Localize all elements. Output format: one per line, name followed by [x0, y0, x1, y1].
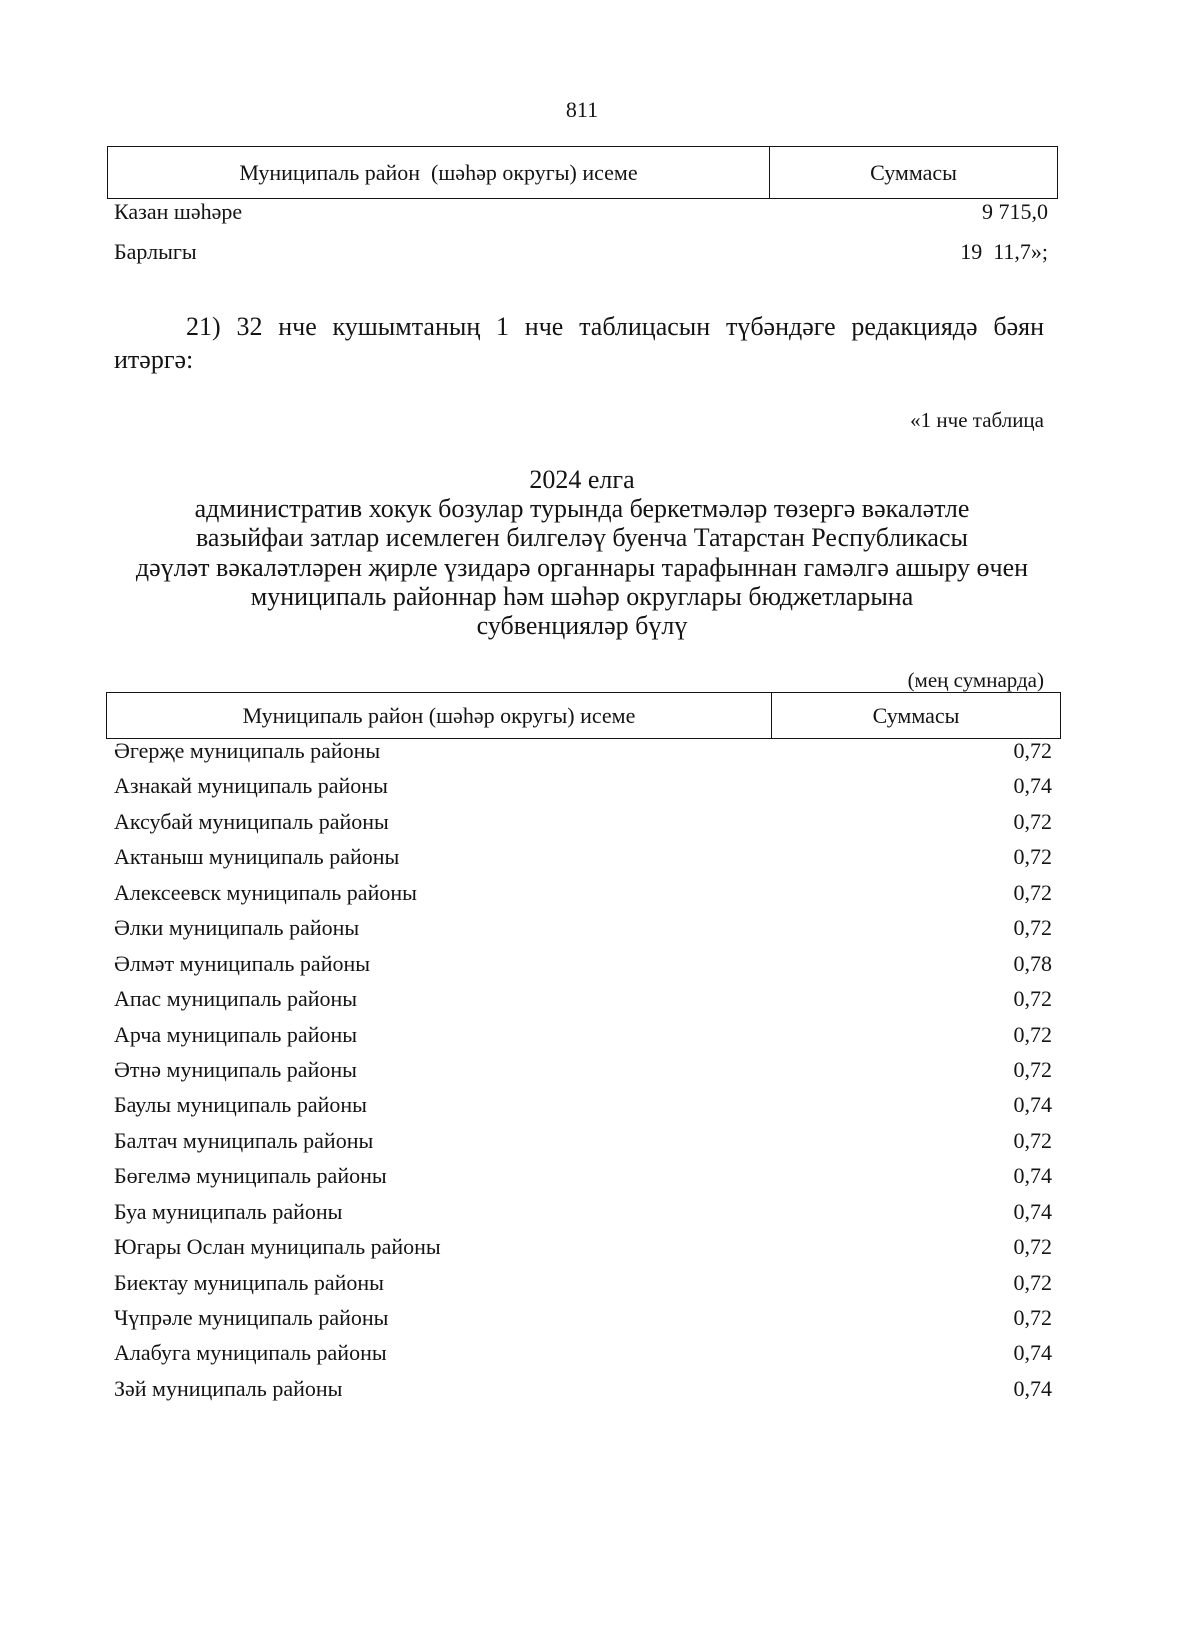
- district-amount: 0,72: [1013, 738, 1052, 763]
- table-row: [114, 1265, 1052, 1300]
- table-row: [114, 1371, 1052, 1406]
- district-name: Чүпрәле муниципаль районы: [114, 1305, 389, 1330]
- district-name: Казан шәһәре: [114, 199, 243, 224]
- district-amount: 0,72: [1013, 1127, 1052, 1153]
- paragraph-line-1: 21) 32 нче кушымтаның 1 нче таблицасын түбәндәге редакциядә бәян: [186, 312, 1044, 341]
- table-row: [114, 981, 1052, 1016]
- table-title: [0, 465, 1164, 640]
- table-row: [114, 804, 1052, 839]
- district-name: Буа муниципаль районы: [114, 1198, 343, 1224]
- table-row: [114, 768, 1052, 803]
- paragraph-line-2: итәргә:: [114, 345, 194, 374]
- table1-row: [114, 198, 1048, 226]
- district-amount: 0,72: [1013, 879, 1052, 905]
- district-amount: 0,72: [1013, 1021, 1052, 1047]
- table-label: «1 нче таблица: [910, 408, 1044, 432]
- district-name: Биектау муниципаль районы: [114, 1269, 384, 1295]
- district-amount: 0,72: [1013, 808, 1052, 834]
- district-amount: 0,74: [1013, 1092, 1052, 1118]
- district-name: Әлки муниципаль районы: [114, 915, 360, 941]
- table-row: [114, 1194, 1052, 1229]
- table2-body: [114, 733, 1052, 1406]
- district-name: Балтач муниципаль районы: [114, 1127, 374, 1153]
- table-row: [114, 733, 1052, 768]
- district-name: Бөгелмә муниципаль районы: [114, 1163, 387, 1189]
- title-line: муниципаль районнар һәм шәһәр округлары бюджетларына: [250, 581, 914, 611]
- district-name: Әгерҗе муниципаль районы: [114, 738, 381, 763]
- district-amount: 0,74: [1013, 1375, 1052, 1401]
- district-amount: 0,72: [1013, 915, 1052, 941]
- total-amount: 19 11,7»;: [960, 239, 1048, 264]
- table1-header-amount: Суммасы: [870, 159, 957, 185]
- district-name: Баулы муниципаль районы: [114, 1092, 367, 1118]
- table2-header-name: Муниципаль район (шәһәр округы) исеме: [107, 693, 772, 738]
- units-note: (мең сумнарда): [907, 668, 1044, 692]
- title-line: вазыйфаи затлар исемлеген билгеләү буенча Татарстан Республикасы: [196, 523, 968, 553]
- table2-header: [106, 692, 1061, 739]
- district-name: Зәй муниципаль районы: [114, 1375, 343, 1401]
- district-amount: 0,74: [1013, 1198, 1052, 1224]
- district-amount: 0,72: [1013, 844, 1052, 870]
- district-name: Аксубай муниципаль районы: [114, 808, 389, 834]
- district-name: Алабуга муниципаль районы: [114, 1340, 387, 1366]
- page-number: 811: [565, 97, 599, 122]
- table-row: [114, 1123, 1052, 1158]
- table-row: [114, 839, 1052, 874]
- district-name: Әтнә муниципаль районы: [114, 1056, 357, 1082]
- district-amount: 0,72: [1013, 986, 1052, 1012]
- table2-header-amount: Суммасы: [872, 702, 960, 728]
- district-name: Апас муниципаль районы: [114, 986, 358, 1012]
- district-amount: 0,72: [1013, 1305, 1052, 1330]
- district-name: Әлмәт муниципаль районы: [114, 950, 371, 976]
- total-label: Барлыгы: [114, 239, 197, 264]
- district-amount: 0,74: [1013, 1340, 1052, 1366]
- title-line: дәүләт вәкаләтләрен җирле үзидарә органнары тарафыннан гамәлгә ашыру өчен: [135, 552, 1029, 582]
- table-row: [114, 1229, 1052, 1264]
- title-line: субвенцияләр бүлү: [476, 611, 688, 641]
- table-row: [114, 1052, 1052, 1087]
- district-amount: 9 715,0: [982, 199, 1048, 224]
- table1-header-name: Муниципаль район (шәһәр округы) исеме: [108, 147, 770, 198]
- district-amount: 0,72: [1013, 1056, 1052, 1082]
- table-row: [114, 875, 1052, 910]
- district-name: Югары Ослан муниципаль районы: [114, 1234, 441, 1260]
- table-row: [114, 1017, 1052, 1052]
- district-amount: 0,72: [1013, 1234, 1052, 1260]
- district-amount: 0,78: [1013, 950, 1052, 976]
- table1-header: [107, 146, 1058, 199]
- table-row: [114, 1158, 1052, 1193]
- title-line: административ хокук бозулар турында беркетмәләр төзергә вәкаләтле: [194, 494, 970, 524]
- district-amount: 0,72: [1013, 1269, 1052, 1295]
- table-row: [114, 1335, 1052, 1370]
- table-row: [114, 946, 1052, 981]
- district-amount: 0,74: [1013, 773, 1052, 799]
- table-row: [114, 1300, 1052, 1335]
- district-name: Актаныш муниципаль районы: [114, 844, 400, 870]
- district-name: Азнакай муниципаль районы: [114, 773, 388, 799]
- table-row: [114, 1087, 1052, 1122]
- district-amount: 0,74: [1013, 1163, 1052, 1189]
- district-name: Алексеевск муниципаль районы: [114, 879, 417, 905]
- table-row: [114, 910, 1052, 945]
- table1-total-row: [114, 238, 1048, 266]
- district-name: Арча муниципаль районы: [114, 1021, 358, 1047]
- title-line: 2024 елга: [529, 465, 635, 494]
